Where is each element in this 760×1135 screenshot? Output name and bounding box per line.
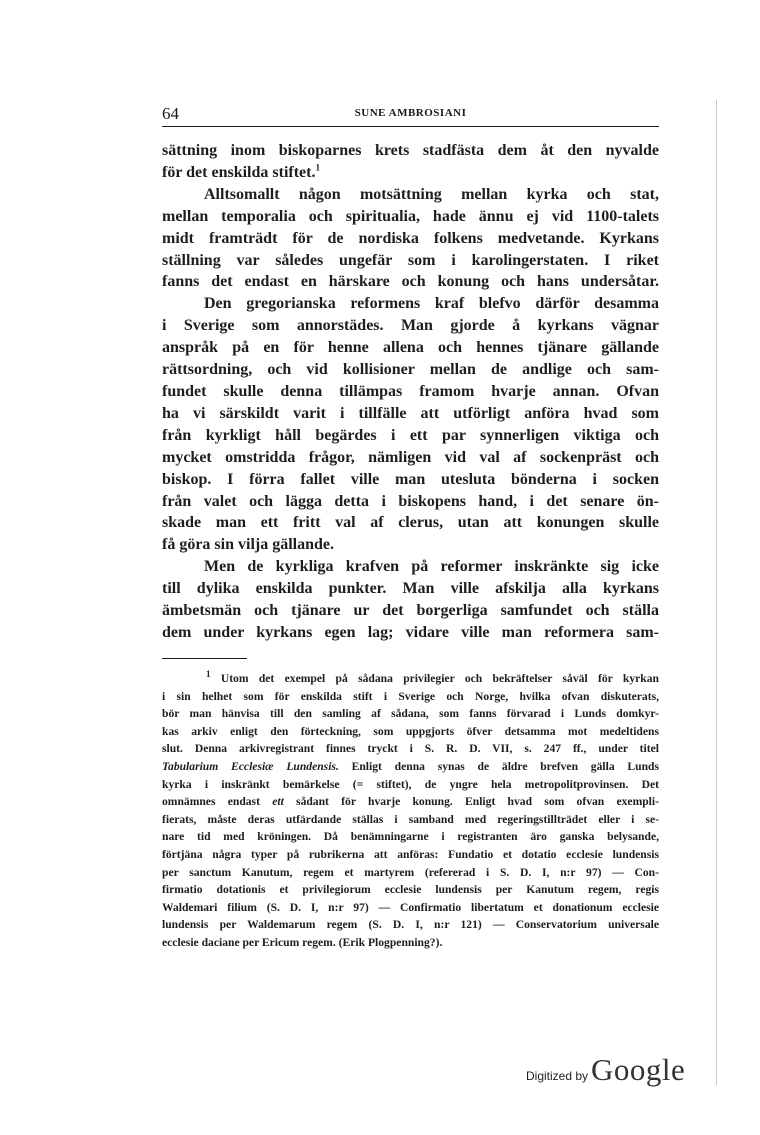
body-line: ämbetsmän och tjänare ur det borgerliga samfundet och ställa xyxy=(162,602,659,620)
digitized-by-google-watermark xyxy=(526,1052,685,1088)
footnote-line: per sanctum Kanutum, regem et martyrem (refererad i S. D. I, n:r 97) — Con- xyxy=(162,865,659,879)
body-line: anspråk på en för henne allena och hennes tjänare gällande xyxy=(162,339,659,357)
watermark-prefix: Digitized by xyxy=(526,1069,589,1083)
body-line: skade man ett fritt val af clerus, utan att konungen skulle xyxy=(162,514,659,532)
body-line: mellan temporalia och spiritualia, hade ännu ej vid 1100-talets xyxy=(162,207,659,225)
footnote-line: ecclesie daciane per Ericum regem. (Erik Plogpenning?). xyxy=(162,935,443,949)
footnote-line: lundensis per Waldemarum regem (S. D. I, n:r 121) — Conservatorium universale xyxy=(162,918,659,932)
body-line: Men de kyrkliga krafven på reformer inskränkte sig icke xyxy=(204,558,659,576)
body-line: i Sverige som annorstädes. Man gjorde å kyrkans vägnar xyxy=(162,317,659,335)
body-line: dem under kyrkans egen lag; vidare ville man reformera sam- xyxy=(162,623,659,641)
footnote-line: kas arkiv enligt den förteckning, som uppgjorts öfver detsamma mot medeltidens xyxy=(162,724,659,738)
body-line: Den gregorianska reformens kraf blefvo därför desamma xyxy=(204,295,659,313)
footnote-line: bör man hänvisa till den samling af sådana, som fanns förvarad i Lunds domkyr- xyxy=(162,707,659,721)
footnote-line: nare tid med kröningen. Då benämningarne i registranten äro ganska belysande, xyxy=(162,830,659,844)
footnote-marker: 1 xyxy=(206,669,211,680)
body-line: från valet och lägga detta i biskopens hand, i det senare ön- xyxy=(162,492,659,510)
footnote xyxy=(162,670,659,952)
footnote-line: Waldemari filium (S. D. I, n:r 97) — Confirmatio libertatum et donationum ecclesie xyxy=(162,900,659,914)
body-line: från kyrkligt håll begärdes i ett par synnerligen viktiga och xyxy=(162,426,659,444)
footnote-line: firmatio dotationis et privilegiorum ecclesie lundensis per Kanutum regem, regis xyxy=(162,883,659,897)
body-line: rättsordning, och vid kollisioner mellan de andlige och sam- xyxy=(162,361,659,379)
body-line: till dylika enskilda punkter. Man ville afskilja alla kyrkans xyxy=(162,580,659,598)
google-logo: Google xyxy=(591,1052,686,1087)
body-line: ha vi särskildt varit i tillfälle att utförligt anföra hvad som xyxy=(162,404,659,422)
footnote-line: i sin helhet som för enskilda stift i Sverige och Norge, hvilka ofvan diskuterats, xyxy=(162,689,659,703)
body-line: sättning inom biskoparnes krets stadfästa dem åt den nyvalde xyxy=(162,142,659,159)
footnote-title-italic: Tabularium Ecclesiæ Lundensis. xyxy=(162,759,339,773)
running-head: SUNE AMBROSIANI xyxy=(354,107,467,119)
footnote-line: $^1$ Utom det exempel på sådana privilegier och bekräftelser såväl för kyrkan xyxy=(206,669,659,685)
footnote-line: förtjäna några typer på rubrikerna att anföras: Fundatio et dotatio ecclesie lundensis xyxy=(162,847,659,861)
page-number: 64 xyxy=(162,104,179,123)
page-header xyxy=(162,104,659,127)
body-line: för det enskilda stiftet.$^1$ xyxy=(162,162,320,181)
body-line: mycket omstridda frågor, nämligen vid val af sockenpräst och xyxy=(162,448,659,466)
body-line: fundet skulle denna tillämpas framom hvarje annan. Ofvan xyxy=(162,382,659,400)
footnote-reference: 1 xyxy=(315,162,320,173)
body-line: midt framträdt för de nordiska folkens medvetande. Kyrkans xyxy=(162,229,659,247)
footnote-italic-word: ett xyxy=(272,795,284,809)
footnote-line: omnämnes endast ett sådant för hvarje konung. Enligt hvad som ofvan exempli- xyxy=(162,795,659,809)
page-edge-line xyxy=(716,100,717,1085)
footnote-line: kyrka i inskränkt bemärkelse (= stiftet), de yngre hela metropolitprovinsen. Det xyxy=(162,777,659,791)
footnote-line: fierats, måste deras utfärdande ställas i samband med regeringstillträdet eller i se- xyxy=(162,812,659,826)
body-line: ställning var således ungefär som i karolingerstaten. I riket xyxy=(162,251,659,269)
footnote-divider xyxy=(162,658,247,659)
main-text xyxy=(162,140,659,644)
body-line: få göra sin vilja gällande. xyxy=(162,536,335,554)
footnote-line: Tabularium Ecclesiæ Lundensis. Enligt denna synas de äldre brefven gälla Lunds xyxy=(162,759,659,773)
body-line: Alltsomallt någon motsättning mellan kyrka och stat, xyxy=(204,185,659,203)
body-line: fanns det endast en härskare och konung och hans undersåtar. xyxy=(162,273,659,291)
footnote-line: slut. Denna arkivregistrant finnes tryckt i S. R. D. VII, s. 247 ff., under titel xyxy=(162,742,659,756)
body-line: biskop. I förra fallet ville man utesluta bönderna i socken xyxy=(162,470,659,488)
